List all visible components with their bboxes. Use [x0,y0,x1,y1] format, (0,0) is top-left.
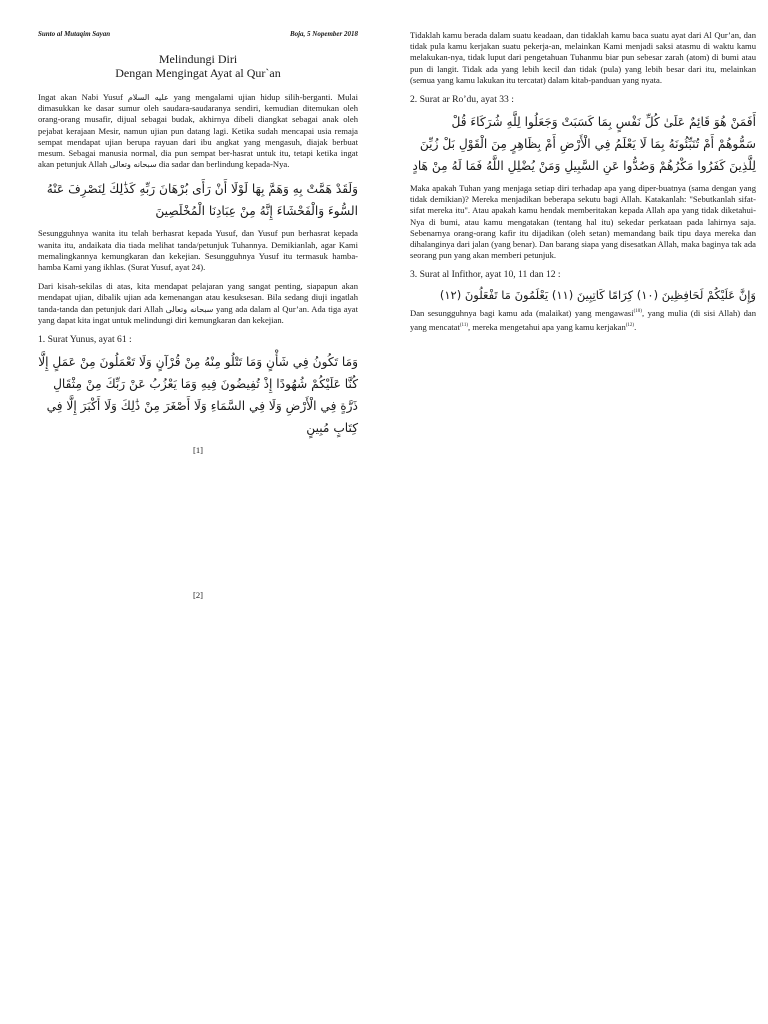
translation-infithor: Dan sesungguhnya bagi kamu ada (malaikat) yang mengawasi$^{(10)}$, yang mulia (di sisi Allah) dan yang mencatat$^{(11)}$, mereka mengetahui apa yang kamu kerjakan$^{(12)}$. [410,308,756,332]
honorific-alaihissalam: عليه السلام [127,93,169,102]
heading-surat-rad: 2. Surat ar Ro’du, ayat 33 : [410,94,514,106]
right-column [410,30,756,341]
verse-number-12: (١٢) [439,288,462,303]
arabic-verse-12: يَعْلَمُونَ مَا تَفْعَلُونَ [464,288,549,303]
footnote-marker-1: [1] [192,445,204,456]
footnote-marker-2: [2] [192,590,204,600]
arabic-verse-10: وَإِنَّ عَلَيْكُمْ لَحَافِظِينَ [661,288,756,303]
sup-10: (10) [633,309,642,315]
arabic-verse-yunus: وَمَا تَكُونُ فِي شَأْنٍ وَمَا تَتْلُو مِنْهُ مِنْ قُرْآنٍ وَلَا تَعْمَلُونَ مِنْ عَمَلٍ إِلَّا كُنَّا عَلَيْكُمْ شُهُودًا إِذْ تُفِيضُونَ فِيهِ وَمَا يَعْزُبُ عَنْ رَبِّكَ مِنْ مِثْقَالِ ذَرَّةٍ فِي الْأَرْضِ وَلَا فِي السَّمَاءِ وَلَا أَصْغَرَ مِنْ ذَٰلِكَ وَلَا أَكْبَرَ إِلَّا فِي كِتَابٍ مُبِينٍ [38,355,358,436]
honorific-subhanahu-2: سبحانه وتعالى [165,304,214,314]
translation-yunus: Tidaklah kamu berada dalam suatu keadaan, dan tidaklah kamu baca suatu ayat dari Al Qur’an, dan tidak pula kamu kerjakan suatu pekerja-an, melainkan Kami menjadi saksi atasmu di waktu kamu melakukan-nya, tidak luput dari pengetahuan Tuhanmu biar pun sebesar zarah (atom) di bumi atau pun di langit. Tidak ada yang lebih kecil dan tidak (pula) yang lebih besar dari itu, melainkan (semua yang kamu lakukan itu tercatat) dalam kitab-panduan yang nyata. [410,30,756,85]
title-line-2: Dengan Mengingat Ayat al Qur`an [115,66,281,80]
heading-surat-yunus: 1. Surat Yunus, ayat 61 : [38,334,132,346]
left-column [38,30,358,459]
arabic-verse-11: كِرَامًا كَاتِبِينَ [576,288,634,303]
arabic-verse-rad: أَفَمَنْ هُوَ قَائِمٌ عَلَىٰ كُلِّ نَفْسٍ بِمَا كَسَبَتْ وَجَعَلُوا لِلَّهِ شُرَكَاءَ قُلْ سَمُّوهُمْ أَمْ تُنَبِّئُونَهُ بِمَا لَا يَعْلَمُ فِي الْأَرْضِ أَمْ بِظَاهِرٍ مِنَ الْقَوْلِ بَلْ زُيِّنَ لِلَّذِينَ كَفَرُوا مَكْرُهُمْ وَصُدُّوا عَنِ السَّبِيلِ وَمَنْ يُضْلِلِ اللَّهُ فَمَا لَهُ مِنْ هَادٍ [412,115,756,174]
lesson-paragraph: Dari kisah-sekilas di atas, kita mendapat pelajaran yang sangat penting, siapapun akan mendapat ujian, dibalik ujian ada kemenangan atau kesuksesan. Bila sedang diuji ingatlah tanda-tanda dan petunjuk dari Allah سبحانه وتعالى yang ada dalam al Qur’an. Ada tiga ayat yang dapat kita ingat untuk melindungi diri kemungkaran dan kekejian. [38,281,359,325]
page-header [38,30,358,38]
author-name: Sunto al Mutaqim Sayan [38,30,111,38]
intro-paragraph: Ingat akan Nabi Yusuf عليه السلام yang mengalami ujian hidup silih-berganti. Mulai dimasukkan ke dasar sumur oleh saudara-saudaranya sendiri, kemudian ditemukan oleh orang-orang musafir, dijual sebagai budak, akhirnya dibeli diangkat sebagai anak oleh pejabat kerajaan Mesir, namun ujian pun datang lagi. Ketika sudah mencapai usia remaja sempat mendapat ujian berupa rayuan dari ibu angkat yang mengasuh, diajak berbuat mesum. Sebagai manusia normal, dia pun sempat ber-hasrat untuk itu, tetapi ketika ingat akan petunjuk Allah سبحانه وتعالى dia sadar dan berlindung kepada-Nya. [38,92,358,170]
translation-yusuf: Sesungguhnya wanita itu telah berhasrat kepada Yusuf, dan Yusuf pun berhasrat kepada wanita itu, andaikata dia tiada melihat tanda/petunjuk Tuhannya. Demikianlah, agar Kami memalingkannya kemungkaran dan kekejian. Sesungguhnya Yusuf itu termasuk hamba-hamba Kami yang ikhlas. (Surat Yusuf, ayat 24). [38,228,358,273]
honorific-subhanahu: سبحانه وتعالى [109,160,157,170]
verse-number-10: (١٠) [636,288,659,303]
verse-number-11: (١١) [551,288,574,303]
document-title [38,52,358,80]
heading-surat-infithor: 3. Surat al Infithor, ayat 10, 11 dan 12 : [410,269,561,281]
sup-12: (12) [625,322,635,328]
arabic-verses-infithor [410,286,756,304]
sup-11: (11) [459,322,469,328]
document-date: Boja, 5 Nopember 2018 [289,30,358,38]
title-line-1: Melindungi Diri [158,52,238,66]
arabic-verse-yusuf: وَلَقَدْ هَمَّتْ بِهِ وَهَمَّ بِهَا لَوْلَا أَنْ رَأَى بُرْهَانَ رَبِّهِ كَذَٰلِكَ لِنَصْرِفَ عَنْهُ السُّوءَ وَالْفَحْشَاءَ إِنَّهُ مِنْ عِبَادِنَا الْمُخْلَصِينَ [46,182,358,219]
translation-rad: Maka apakah Tuhan yang menjaga setiap diri terhadap apa yang diper-buatnya (sama dengan yang tidak demikian)? Mereka menjadikan beberapa sekutu bagi Allah. Katakanlah: "Sebutkanlah sifat-sifat mereka itu". Atau apakah kamu hendak memberitakan kepada Allah apa yang tidak diketahui-Nya di bumi, atau kamu mengatakan (tentang hal itu) sekedar perkataan pada lahirnya saja. Sebenarnya orang-orang kafir itu dijadikan (oleh setan) memandang baik tipu daya mereka dan dihalanginya dari jalan (yang benar). Dan barang siapa yang disesatkan Allah, maka baginya tak ada seorang pun yang akan memberi petunjuk. [410,183,756,261]
